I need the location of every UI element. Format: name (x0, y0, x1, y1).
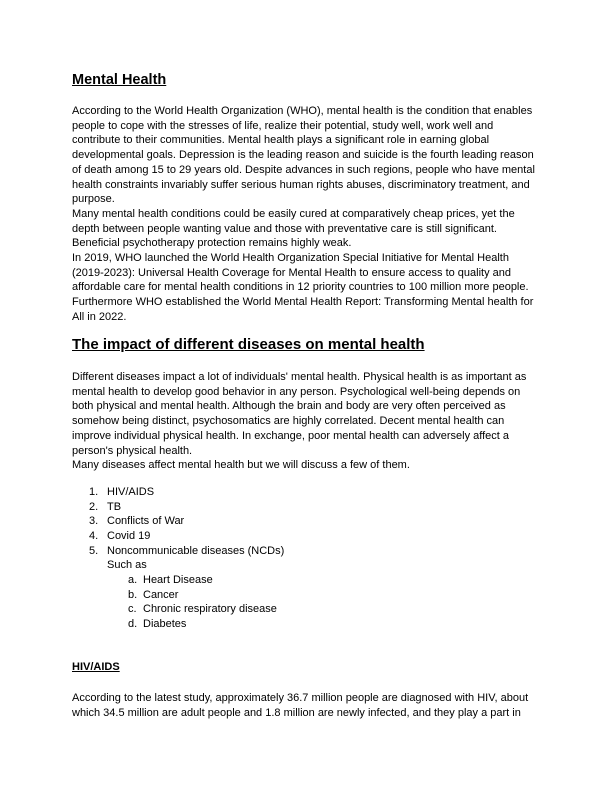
text-line: Many diseases affect mental health but we will discuss a few of them. (72, 459, 410, 472)
text-line: people to cope with the stresses of life, realize their potential, study well, work well and (72, 119, 494, 132)
list-marker: 2. (89, 500, 99, 513)
text-line: developmental goals. Depression is the leading reason and suicide is the fourth leading reason (72, 149, 534, 162)
list-item: Covid 19 (107, 529, 151, 542)
text-line: depth between people wanting value and those with preventative care is still significant. (72, 222, 497, 235)
text-line: contribute to their communities. Mental health plays a significant role in earning global (72, 134, 490, 147)
list-item: Noncommunicable diseases (NCDs) (107, 544, 285, 557)
section-heading-impact: The impact of different diseases on mental health (72, 336, 425, 353)
text-line: affordable care for mental health conditions in 12 priority countries to 100 million more people. (72, 281, 529, 294)
text-line: (2019-2023): Universal Health Coverage for Mental Health to ensure access to quality and (72, 266, 512, 279)
text-line: According to the latest study, approximately 36.7 million people are diagnosed with HIV, about (72, 692, 529, 704)
text-line: Many mental health conditions could be easily cured at comparatively cheap prices, yet the (72, 207, 515, 220)
list-marker: 4. (89, 529, 99, 542)
text-line: improve individual physical health. In exchange, poor mental health can adversely affect a (72, 429, 510, 442)
list-item: Cancer (143, 588, 179, 601)
text-line: of death among 15 to 29 years old. Despite advances in such regions, people who have mental (72, 163, 535, 176)
page-title: Mental Health (72, 72, 167, 88)
list-item: HIV/AIDS (107, 486, 155, 498)
list-marker: 5. (89, 544, 99, 557)
text-line: somehow being distinct, psychosomatics are highly correlated. Decent mental health can (72, 415, 505, 428)
list-marker: 1. (89, 486, 99, 498)
list-marker: 3. (89, 515, 99, 528)
text-line: Furthermore WHO established the World Mental Health Report: Transforming Mental health for (72, 296, 534, 309)
list-marker: c. (128, 603, 137, 616)
such-as-label: Such as (107, 559, 147, 571)
list-marker: d. (128, 617, 138, 630)
list-item: Diabetes (143, 617, 187, 630)
text-line: health constraints invariably suffer serious human rights abuses, discriminatory treatment, and (72, 178, 530, 191)
list-item: Chronic respiratory disease (143, 603, 277, 616)
list-marker: b. (128, 588, 138, 601)
list-marker: a. (128, 574, 138, 586)
text-line: mental health to develop good behavior in any person. Psychological well-being depends on (72, 385, 521, 398)
text-line: All in 2022. (72, 310, 127, 323)
list-item: TB (107, 500, 122, 513)
text-line: which 34.5 million are adult people and 1.8 million are newly infected, and they play a part in (72, 706, 521, 719)
text-line: person's physical health. (72, 444, 193, 457)
list-item: Conflicts of War (107, 515, 185, 528)
text-line: purpose. (72, 193, 115, 206)
text-line: In 2019, WHO launched the World Health Organization Special Initiative for Mental Health (72, 252, 509, 264)
text-line: both physical and mental health. Although the brain and body are very often perceived as (72, 400, 506, 413)
text-line: According to the World Health Organization (WHO), mental health is the condition that enables (72, 105, 533, 117)
list-item: Heart Disease (143, 574, 213, 586)
text-line: Different diseases impact a lot of individuals' mental health. Physical health is as important as (72, 371, 527, 383)
text-line: Beneficial psychotherapy protection remains highly weak. (72, 237, 352, 250)
section-heading-hiv: HIV/AIDS (72, 661, 120, 673)
